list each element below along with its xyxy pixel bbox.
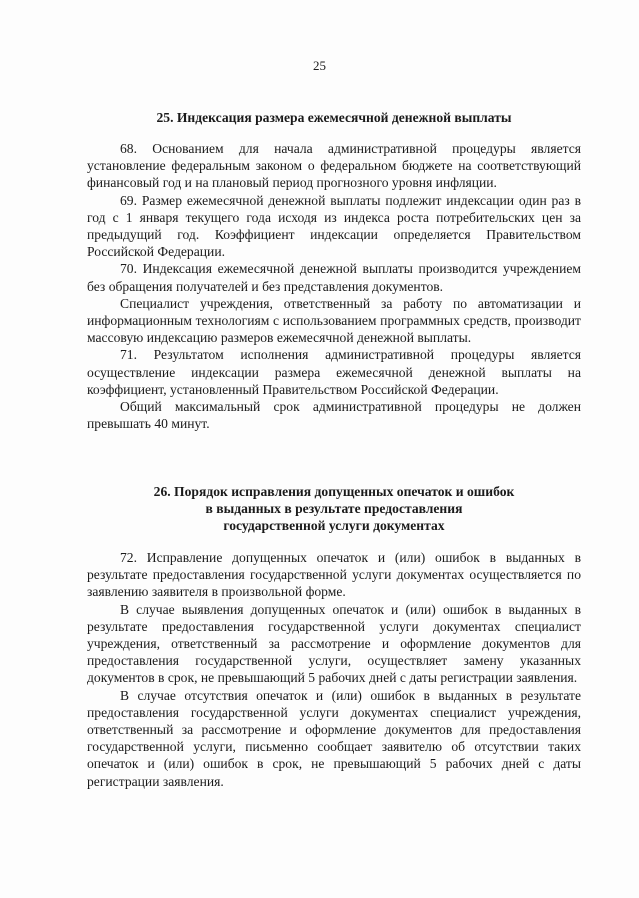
paragraph-no-errors: В случае отсутствия опечаток и (или) ошибок в выданных в результате предоставления государственной услуги документах специалист учреждения, ответственный за рассмотрение и оформление документов для предоставления государственной услуги, письменно сообщает заявителю об отсутствии таких опечаток и (или) ошибок в срок, не превышающий 5 рабочих дней с даты регистрации заявления. [87,687,581,789]
section-25-title: 25. Индексация размера ежемесячной денежной выплаты [156,110,512,125]
section-25-body [87,140,581,432]
section-26-title-line: 26. Порядок исправления допущенных опечаток и ошибок [153,484,515,499]
paragraph-specialist: Специалист учреждения, ответственный за работу по автоматизации и информационным технологиям с использованием программных средств, производит массовую индексацию размеров ежемесячной денежной выплаты. [87,295,581,346]
paragraph-errors-found: В случае выявления допущенных опечаток и (или) ошибок в выданных в результате предоставления государственной услуги документах специалист учреждения, ответственный за рассмотрение и оформление документов для предоставления государственной услуги, осуществляет замену указанных документов в срок, не превышающий 5 рабочих дней с даты регистрации заявления. [87,601,581,686]
paragraph-time-limit: Общий максимальный срок административной процедуры не должен превышать 40 минут. [87,399,581,432]
paragraph-68: 68. Основанием для начала административной процедуры является установление федеральным законом о федеральном бюджете на соответствующий финансовый год и на плановый период прогнозного уровня инфляции. [87,141,581,191]
paragraph-72: 72. Исправление допущенных опечаток и (или) ошибок в выданных в результате предоставления государственной услуги документах осуществляется по заявлению заявителя в произвольной форме. [87,550,581,600]
section-26-title-line: в выданных в результате предоставления [205,501,463,517]
section-26-title [87,483,581,535]
page-number: 25 [313,58,326,73]
section-26-title-line: государственной услуги документах [223,518,445,534]
paragraph-69: 69. Размер ежемесячной денежной выплаты подлежит индексации один раз в год с 1 января текущего года исходя из индекса роста потребительских цен за предыдущий год. Коэффициент индексации определяется Правительством Российской Федерации. [87,192,581,260]
paragraph-70: 70. Индексация ежемесячной денежной выплаты производится учреждением без обращения получателей и без представления документов. [87,261,581,294]
section-26-body [87,549,581,790]
paragraph-71: 71. Результатом исполнения административной процедуры является осуществление индексации размера ежемесячной денежной выплаты на коэффициент, установленный Правительством Российской Федерации. [87,347,581,397]
